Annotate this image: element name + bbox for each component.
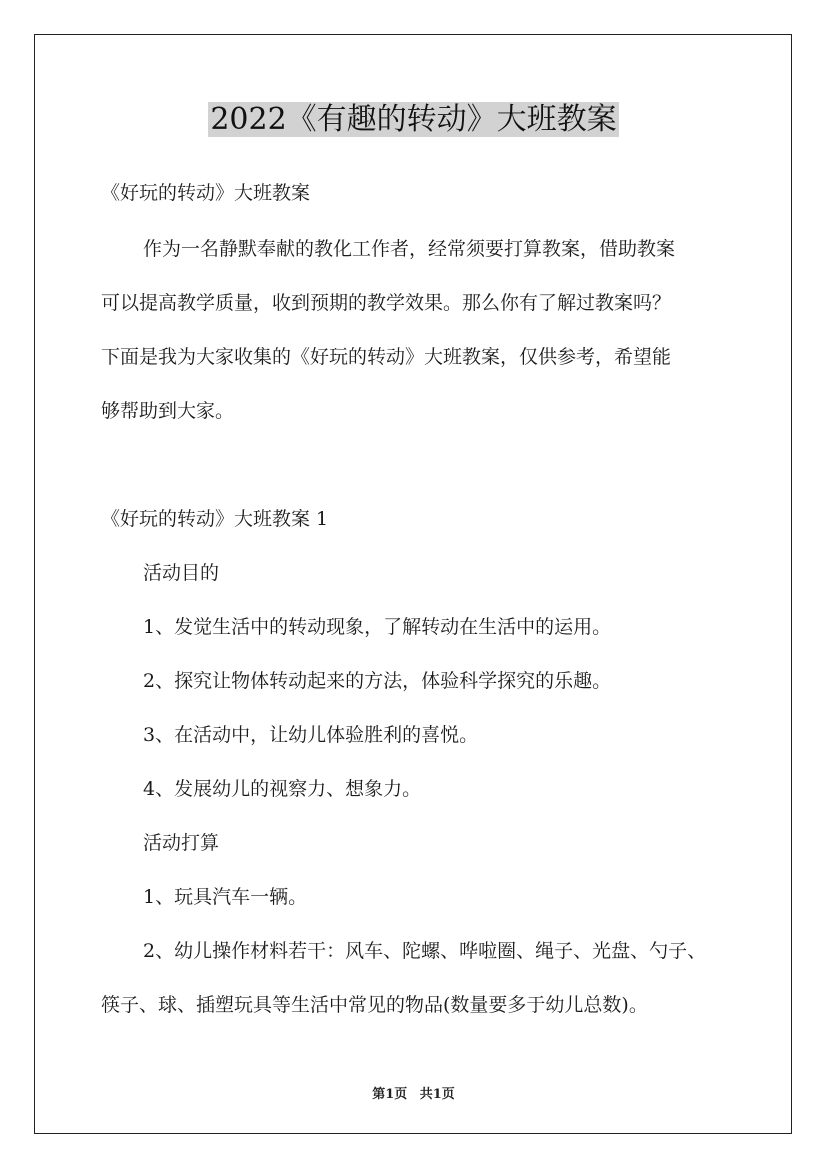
goals-heading: 活动目的 xyxy=(143,562,220,584)
intro-line-1: 作为一名静默奉献的教化工作者，经常须要打算教案，借助教案 xyxy=(143,238,676,260)
intro-line-2: 可以提高教学质量，收到预期的教学效果。那么你有了解过教案吗？ xyxy=(101,292,672,314)
goal-item-2: 2、探究让物体转动起来的方法，体验科学探究的乐趣。 xyxy=(143,670,612,692)
prep-item-1: 1、玩具汽车一辆。 xyxy=(143,886,308,908)
document-title xyxy=(0,98,827,142)
document-subtitle: 《好玩的转动》大班教案 xyxy=(101,182,311,204)
document-title-text: 2022《有趣的转动》大班教案 xyxy=(210,102,617,137)
prep-heading: 活动打算 xyxy=(143,832,220,854)
prep-item-2-continued: 筷子、球、插塑玩具等生活中常见的物品(数量要多于幼儿总数)。 xyxy=(101,994,648,1016)
prep-item-2: 2、幼儿操作材料若干：风车、陀螺、哗啦圈、绳子、光盘、勺子、 xyxy=(143,940,707,962)
intro-line-4: 够帮助到大家。 xyxy=(101,400,235,422)
page-total: 共1页 xyxy=(419,1087,455,1102)
goal-item-4: 4、发展幼儿的视察力、想象力。 xyxy=(143,778,422,800)
goal-item-1: 1、发觉生活中的转动现象，了解转动在生活中的运用。 xyxy=(143,616,612,638)
intro-line-3: 下面是我为大家收集的《好玩的转动》大班教案，仅供参考，希望能 xyxy=(101,346,672,368)
page-number: 第1页 xyxy=(372,1087,408,1102)
goal-item-3: 3、在活动中，让幼儿体验胜利的喜悦。 xyxy=(143,724,479,746)
page-footer xyxy=(0,1083,827,1102)
section-heading: 《好玩的转动》大班教案 1 xyxy=(101,508,329,530)
